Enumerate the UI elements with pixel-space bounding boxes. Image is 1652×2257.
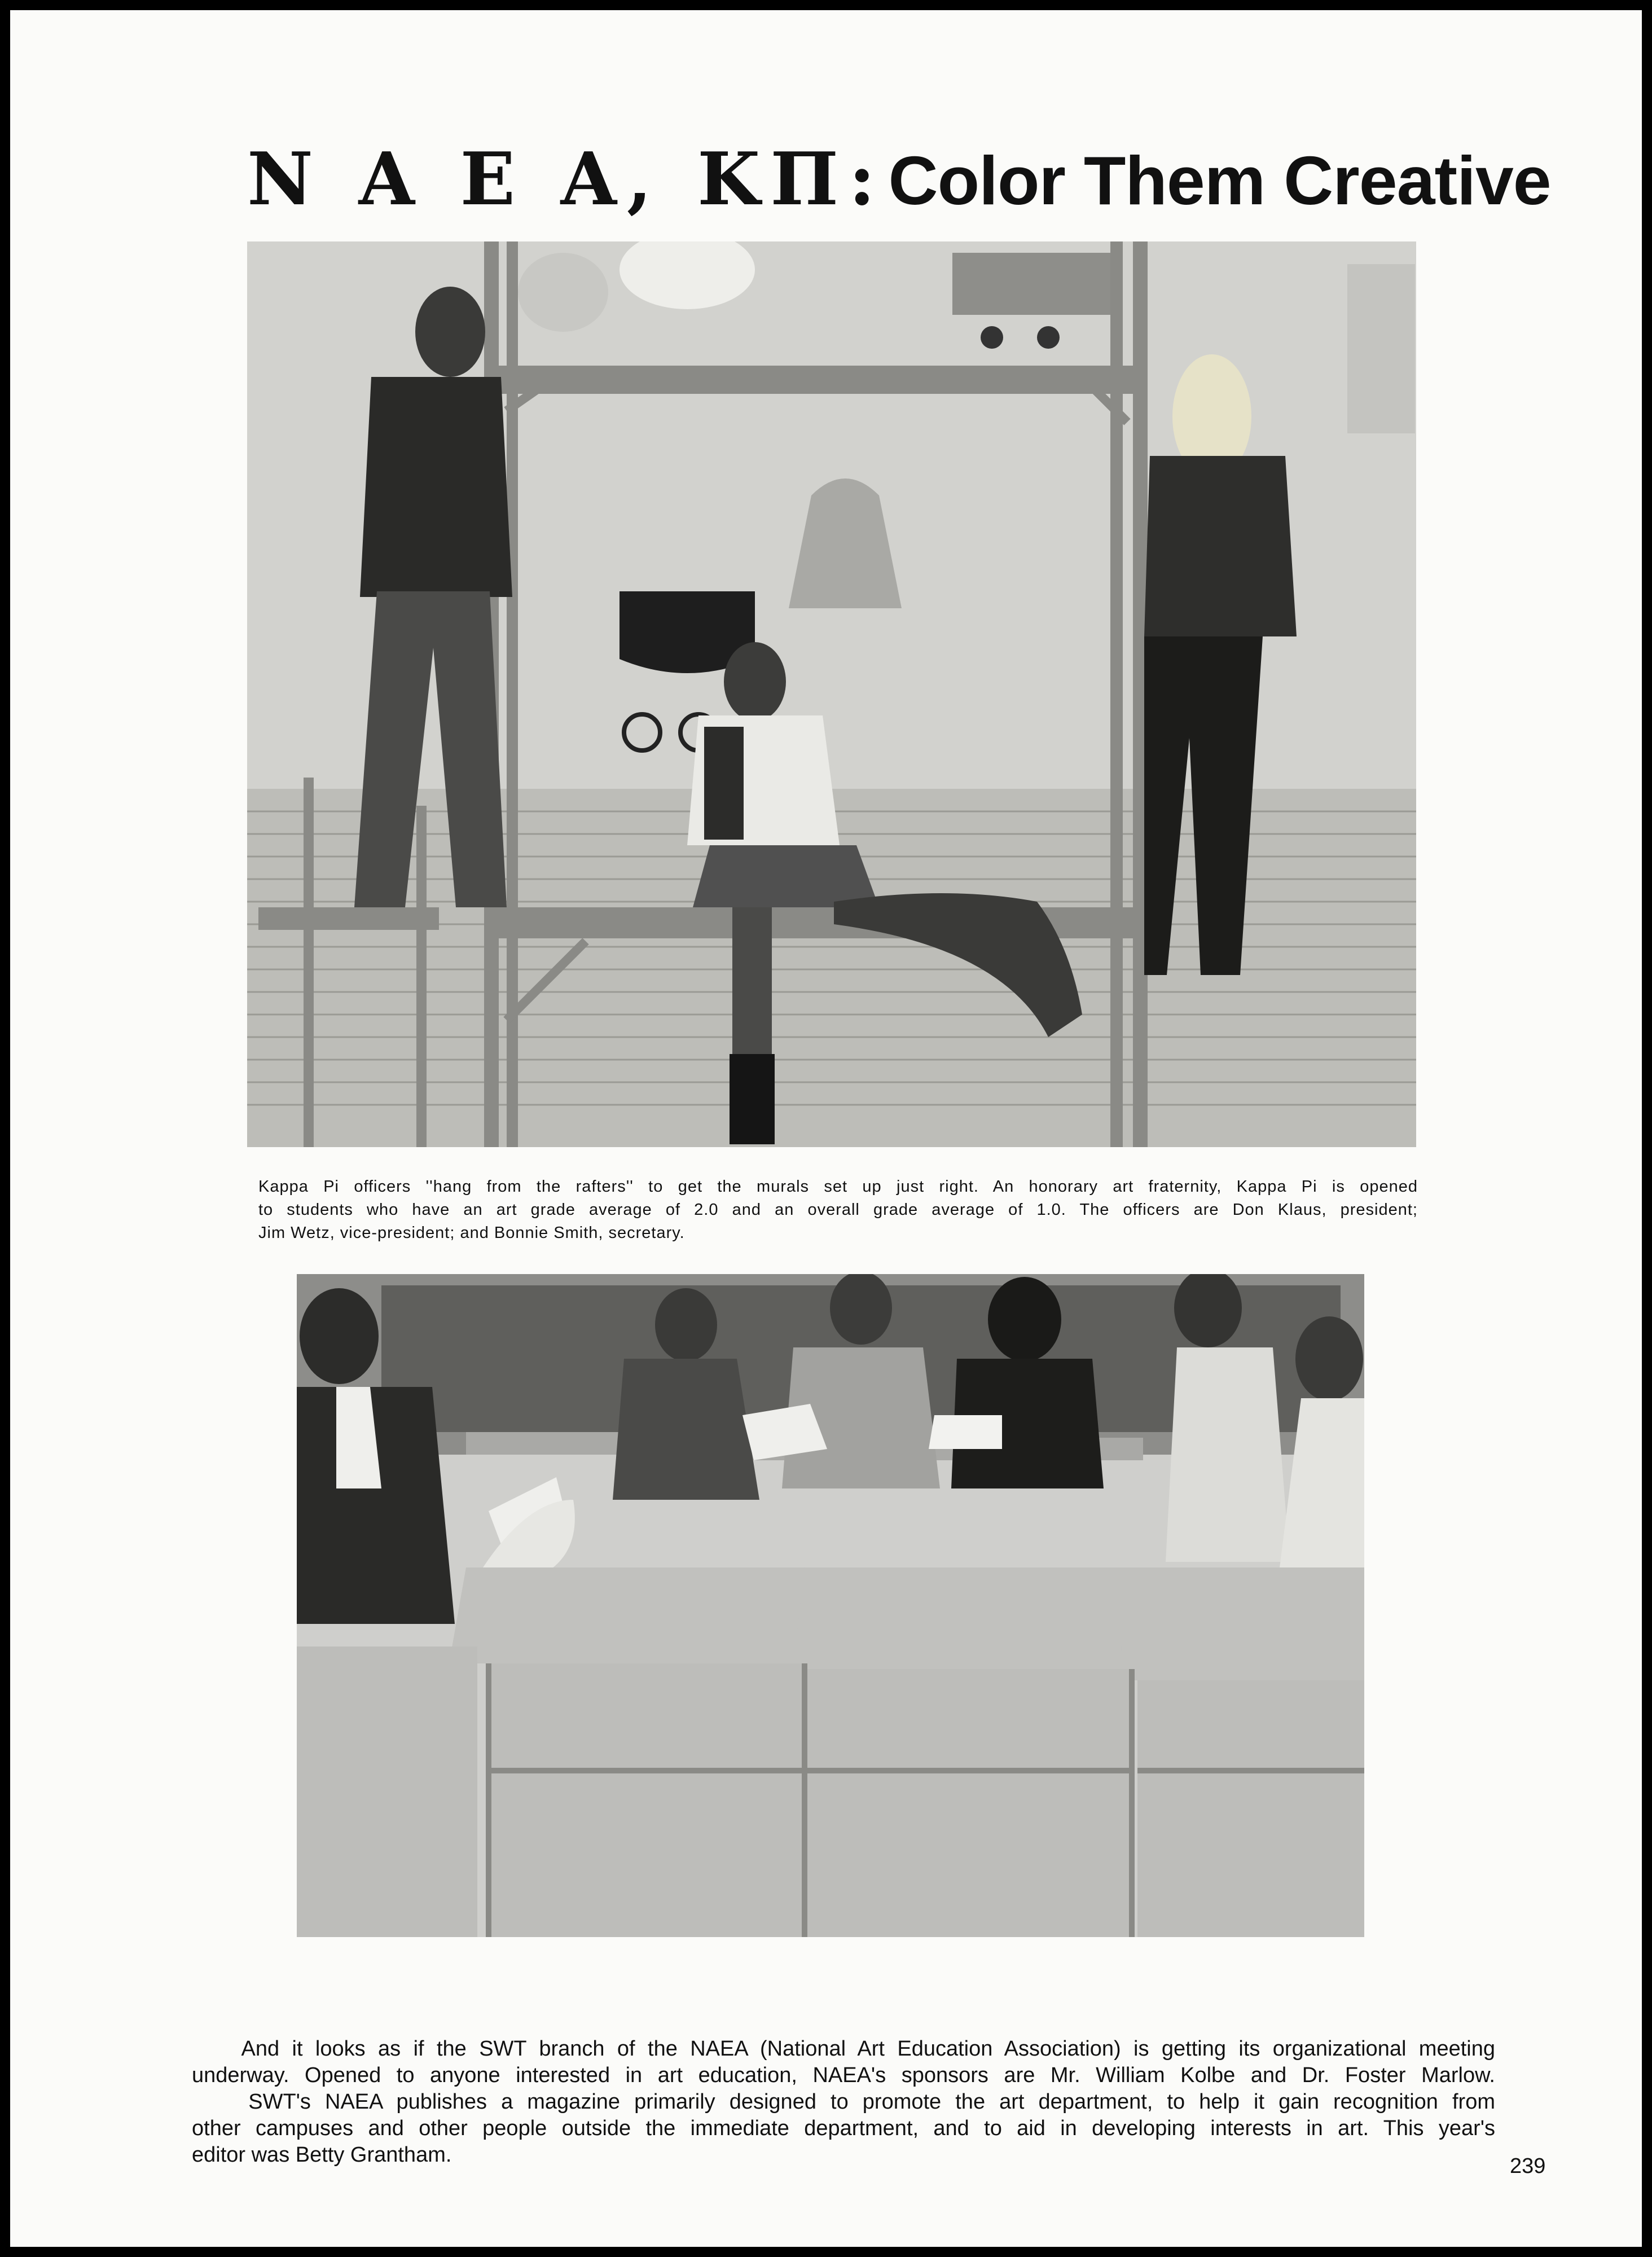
classroom-photo-image bbox=[297, 1274, 1364, 1937]
caption-line: to students who have an art grade average of 2.0 and an overall grade average of 1.0. The officers are Don Klaus, president; bbox=[258, 1201, 1418, 1219]
top-photo-caption bbox=[258, 1175, 1418, 1245]
caption-line: Kappa Pi officers ''hang from the rafters'' to get the murals set up just right. An honorary art fraternity, Kappa Pi is opened bbox=[258, 1178, 1418, 1196]
page-number: 239 bbox=[1510, 2154, 1546, 2178]
body-line: other campuses and other people outside the immediate department, and to aid in developing interests in art. This year's bbox=[192, 2117, 1495, 2140]
scaffold-photo-image bbox=[247, 241, 1416, 1147]
article-body bbox=[192, 2036, 1495, 2168]
title-headline: Color Them Creative bbox=[888, 142, 1551, 219]
body-line: underway. Opened to anyone interested in art education, NAEA's sponsors are Mr. William Kolbe and Dr. Foster Marlow. bbox=[192, 2063, 1495, 2087]
title-org: N A E A, KΠ: bbox=[247, 137, 886, 222]
caption-line: Jim Wetz, vice-president; and Bonnie Smith, secretary. bbox=[258, 1224, 685, 1242]
photo-bottom-classroom bbox=[297, 1274, 1364, 1937]
body-line: editor was Betty Grantham. bbox=[192, 2143, 452, 2167]
page-title bbox=[247, 137, 1551, 227]
yearbook-page bbox=[10, 10, 1642, 2247]
photo-top-scaffold bbox=[247, 241, 1416, 1147]
body-line: And it looks as if the SWT branch of the NAEA (National Art Education Association) is getting its organizational meeting bbox=[192, 2037, 1495, 2061]
body-line: SWT's NAEA publishes a magazine primarily designed to promote the art department, to help it gain recognition from bbox=[192, 2090, 1495, 2114]
